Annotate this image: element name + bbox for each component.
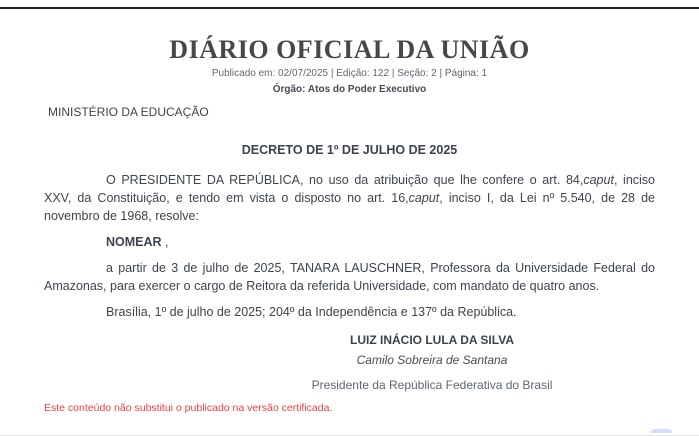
preamble-text-3: , inciso I, da Lei nº 5.540, de 28 de novembro de 1968, resolve: bbox=[44, 191, 656, 223]
ministry-heading: MINISTÉRIO DA EDUCAÇÃO bbox=[48, 105, 209, 119]
action-rest: , bbox=[161, 235, 169, 249]
caput-italic-2: caput bbox=[408, 191, 440, 205]
caput-italic-1: caput bbox=[583, 173, 614, 187]
appointment-paragraph: a partir de 3 de julho de 2025, TANARA LAUSCHNER, Professora da Universidade Federal do Amazonas, para exercer o cargo de Reitora da referida Universidade, com mandato de quatro anos. bbox=[44, 261, 655, 293]
signature-block bbox=[0, 333, 699, 392]
publication-info: Publicado em: 02/07/2025 | Edição: 122 | Seção: 2 | Página: 1 bbox=[211, 68, 488, 79]
top-divider bbox=[0, 7, 699, 9]
preamble-text-2: , inciso XXV, da Constituição, e tendo em vista o disposto no art. 16, bbox=[44, 173, 655, 205]
president-role: Presidente da República Federativa do Brasil bbox=[311, 378, 553, 392]
scroll-top-button-peek[interactable] bbox=[651, 429, 672, 433]
masthead-title: DIÁRIO OFICIAL DA UNIÃO bbox=[169, 35, 530, 64]
preamble-text-1: O PRESIDENTE DA REPÚBLICA, no uso da atribuição que lhe confere o art. 84, bbox=[106, 173, 584, 187]
decree-action-line bbox=[44, 233, 655, 251]
decree-title: DECRETO DE 1º DE JULHO DE 2025 bbox=[241, 143, 458, 157]
minister-name: Camilo Sobreira de Santana bbox=[356, 353, 508, 367]
date-place-line: Brasília, 1º de julho de 2025; 204º da Independência e 137º da República. bbox=[106, 305, 517, 319]
action-word: NOMEAR bbox=[106, 235, 162, 249]
decree-preamble bbox=[44, 171, 655, 225]
president-name: LUIZ INÁCIO LULA DA SILVA bbox=[350, 333, 514, 347]
organ-info: Órgão: Atos do Poder Executivo bbox=[272, 84, 427, 95]
masthead bbox=[0, 0, 699, 95]
certification-disclaimer: Este conteúdo não substitui o publicado na versão certificada. bbox=[44, 402, 333, 414]
